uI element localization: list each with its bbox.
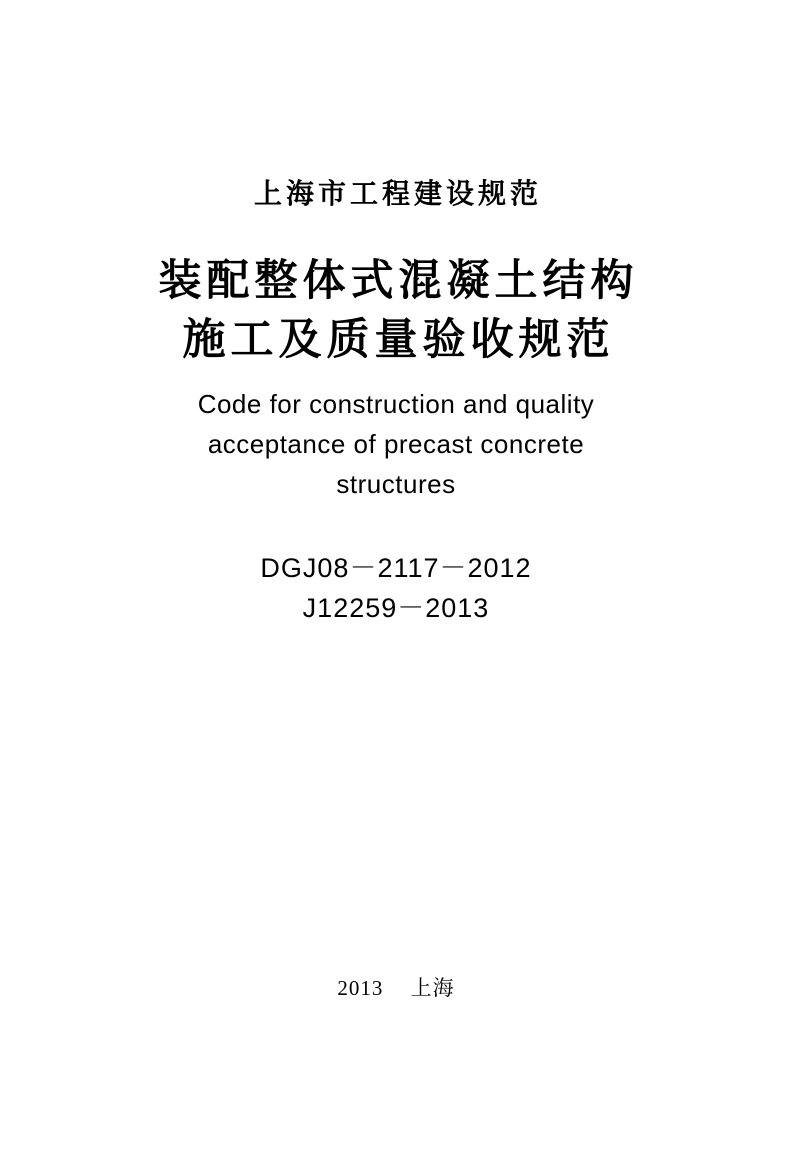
standard-code-secondary: J12259－2013 xyxy=(302,593,490,623)
imprint xyxy=(0,972,792,1002)
main-title-line1: 装配整体式混凝土结构 xyxy=(158,257,639,305)
main-title-line2: 施工及质量验收规范 xyxy=(182,316,615,364)
imprint-city: 上海 xyxy=(410,976,455,1000)
english-subtitle xyxy=(0,384,792,504)
standard-code-primary: DGJ08－2117－2012 xyxy=(260,553,532,583)
english-subtitle-line3: structures xyxy=(336,469,456,499)
english-subtitle-line1: Code for construction and quality xyxy=(197,389,595,419)
english-subtitle-line2: acceptance of precast concrete xyxy=(207,429,585,459)
series-label: 上海市工程建设规范 xyxy=(253,178,542,209)
standard-codes xyxy=(0,548,792,628)
main-title xyxy=(0,252,792,370)
imprint-year: 2013 xyxy=(337,976,384,1000)
